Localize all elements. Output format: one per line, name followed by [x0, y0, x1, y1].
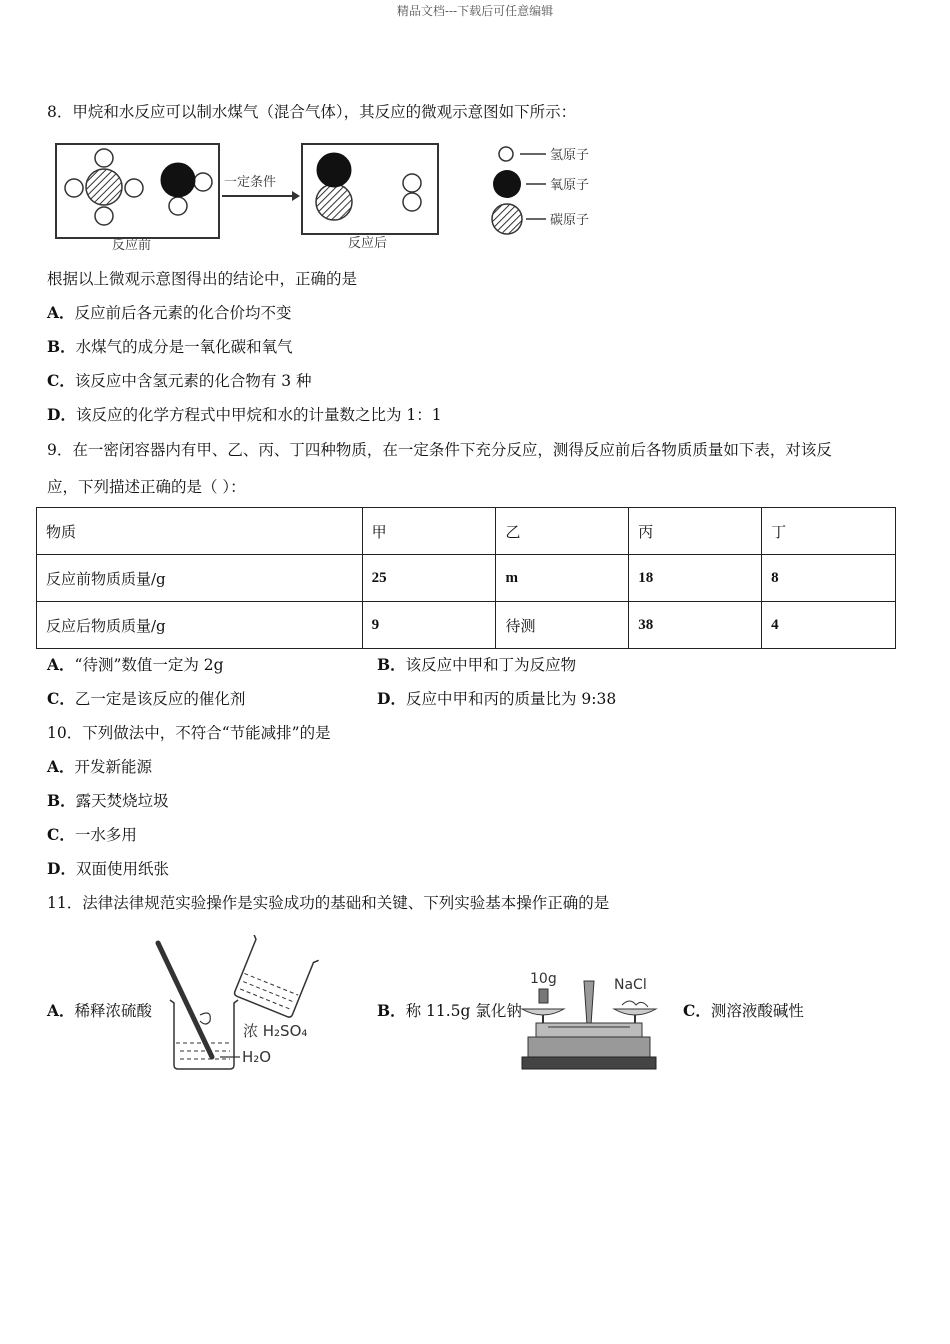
table-header-cell: 物质	[37, 508, 363, 555]
q10-option-a: A．开发新能源	[47, 757, 153, 776]
balance-body	[528, 1037, 650, 1057]
q10-option-d: D．双面使用纸张	[47, 859, 169, 878]
table-cell: 18	[629, 555, 762, 602]
table-cell: m	[496, 555, 629, 602]
dilution-illustration	[150, 935, 320, 1075]
glass-rod-icon	[158, 943, 212, 1057]
legend-hydrogen: 氢原子	[550, 148, 590, 163]
arrow-label: 一定条件	[224, 175, 277, 190]
table-header-cell: 丙	[629, 508, 762, 555]
pointer-icon	[584, 981, 594, 1025]
q11-option-b: B．称 11.5g 氯化钠	[377, 1001, 522, 1020]
q9-option-b: B．该反应中甲和丁为反应物	[377, 655, 577, 674]
q8-option-a: A．反应前后各元素的化合价均不变	[47, 303, 292, 322]
q10-stem: 10．下列做法中，不符合“节能减排”的是	[47, 724, 331, 742]
table-cell: 反应前物质质量/g	[37, 555, 363, 602]
table-header-cell: 乙	[496, 508, 629, 555]
weight-icon	[539, 989, 548, 1003]
table-row	[37, 602, 896, 649]
q11-option-a: A．稀释浓硫酸	[47, 1001, 153, 1020]
pouring-beaker-icon	[230, 935, 319, 1020]
table-row	[37, 555, 896, 602]
q9-option-c: C．乙一定是该反应的催化剂	[47, 689, 246, 708]
h2o-label: H₂O	[242, 1048, 272, 1066]
q9-option-d: D．反应中甲和丙的质量比为 9:38	[377, 689, 617, 708]
table-cell: 待测	[496, 602, 629, 649]
table-header-cell: 甲	[362, 508, 496, 555]
hydrogen-legend-icon	[499, 147, 513, 161]
q8-reaction-diagram	[40, 136, 630, 256]
q11-option-c: C．测溶液酸碱性	[683, 1001, 804, 1020]
before-label: 反应前	[112, 238, 152, 253]
table-cell: 4	[762, 602, 896, 649]
after-label: 反应后	[348, 236, 388, 251]
q10-option-b: B．露天焚烧垃圾	[47, 791, 169, 810]
oxygen-atom-icon	[161, 163, 195, 197]
legend-oxygen: 氧原子	[550, 178, 590, 193]
h2so4-label: 浓 H₂SO₄	[243, 1022, 308, 1040]
table-header-row	[37, 508, 896, 555]
table-cell: 9	[362, 602, 496, 649]
q9-stem-line2: 应，下列描述正确的是（ ）：	[47, 478, 246, 496]
q8-option-d: D．该反应的化学方程式中甲烷和水的计量数之比为 1：1	[47, 405, 442, 424]
page-header: 精品文档---下载后可任意编辑	[396, 4, 554, 18]
table-cell: 25	[362, 555, 496, 602]
q9-option-a: A．“待测”数值一定为 2g	[47, 655, 224, 674]
q11-stem: 11．法律法律规范实验操作是实验成功的基础和关键、下列实验基本操作正确的是	[47, 894, 610, 912]
q9-stem-line1: 9．在一密闭容器内有甲、乙、丙、丁四种物质，在一定条件下充分反应，测得反应前后各物质质量如下表，对该反	[47, 441, 832, 459]
carbon-atom-icon	[86, 169, 122, 205]
q8-prompt: 根据以上微观示意图得出的结论中，正确的是	[47, 270, 358, 288]
q8-stem: 8．甲烷和水反应可以制水煤气（混合气体），其反应的微观示意图如下所示：	[47, 103, 577, 121]
q8-option-b: B．水煤气的成分是一氧化碳和氧气	[47, 337, 293, 356]
balance-illustration	[518, 965, 660, 1073]
q9-mass-table	[36, 507, 896, 649]
table-cell: 8	[762, 555, 896, 602]
weight-label: 10g	[530, 971, 557, 987]
q8-option-c: C．该反应中含氢元素的化合物有 3 种	[47, 371, 312, 390]
q10-option-c: C．一水多用	[47, 825, 137, 844]
legend-carbon: 碳原子	[550, 213, 590, 228]
table-cell: 反应后物质质量/g	[37, 602, 363, 649]
table-header-cell: 丁	[762, 508, 896, 555]
table-cell: 38	[629, 602, 762, 649]
carbon-legend-icon	[492, 204, 522, 234]
right-pan-icon	[614, 1009, 656, 1015]
left-pan-icon	[522, 1009, 564, 1015]
nacl-label: NaCl	[614, 977, 647, 993]
oxygen-legend-icon	[493, 170, 521, 198]
